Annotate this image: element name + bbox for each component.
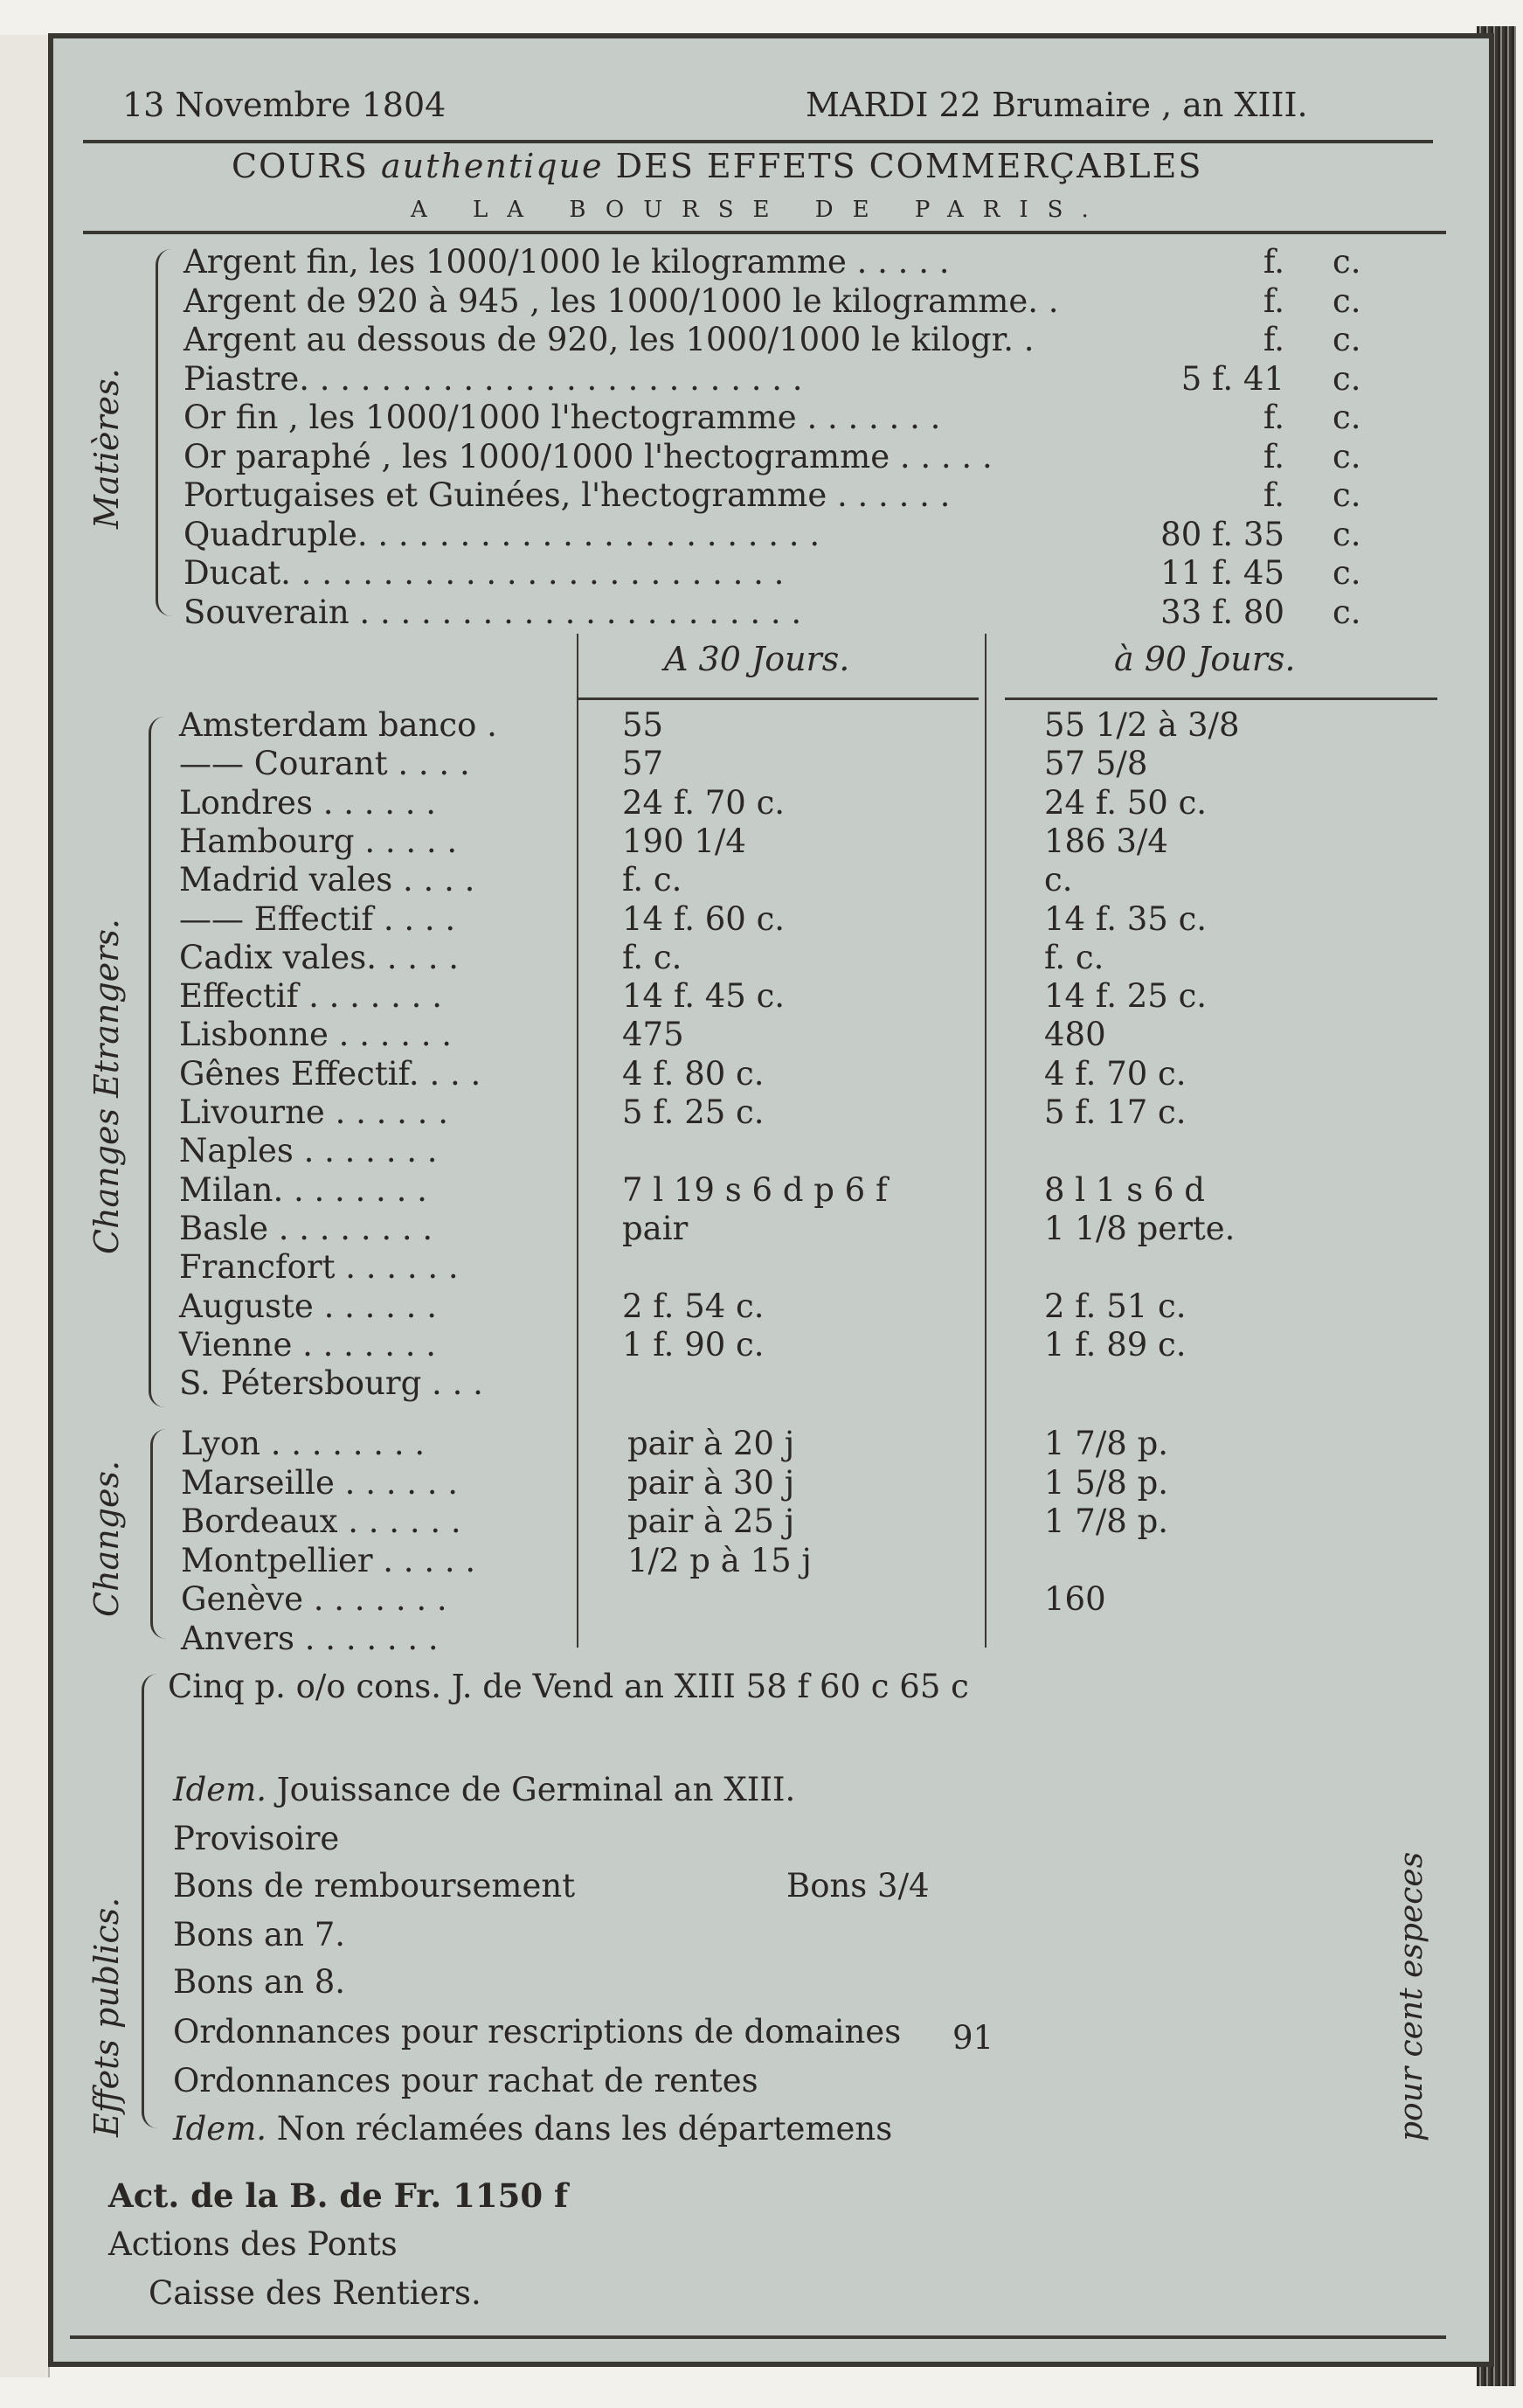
ordonnances-rescriptions-value: 91 [952, 2019, 994, 2057]
changes-etrangers-row-90-jours: 1 1/8 perte. [1044, 1209, 1236, 1247]
changes-brace [150, 1429, 172, 1639]
ordonnances-rachat: Ordonnances pour rachat de rentes [173, 2062, 758, 2099]
matieres-row-centimes: c. [1333, 476, 1361, 514]
matieres-row-name: Piastre. . . . . . . . . . . . . . . . . . . . . . . . . [183, 359, 803, 398]
header-date-right: MARDI 22 Brumaire , an XIII. [806, 86, 1308, 124]
idem-non-reclamees [173, 2110, 892, 2148]
title-pre: COURS [232, 147, 381, 185]
col-rule-left [577, 697, 979, 700]
changes-row-30-jours: pair à 20 j [627, 1425, 795, 1462]
matieres-row-centimes: c. [1333, 281, 1361, 320]
changes-etrangers-row-name: Livourne . . . . . . [179, 1093, 448, 1131]
changes-etrangers-row-90-jours: c. [1044, 861, 1073, 899]
actions-banque-france: Act. de la B. de Fr. 1150 f [108, 2176, 568, 2215]
idem-non-reclamees-text: Non réclamées dans les départemens [267, 2110, 893, 2148]
col-rule-right [1005, 697, 1437, 700]
changes-etrangers-row-name: Francfort . . . . . . [179, 1248, 459, 1287]
matieres-row-name: Or paraphé , les 1000/1000 l'hectogramme . . . . . [183, 437, 993, 475]
book-spine [0, 35, 50, 2377]
changes-row-name: Lyon . . . . . . . . [181, 1425, 426, 1462]
changes-etrangers-row-name: —— Effectif . . . . [179, 899, 456, 938]
changes-etrangers-row-90-jours: 5 f. 17 c. [1044, 1093, 1187, 1131]
matieres-row-francs: f. [1263, 321, 1284, 358]
bons-an-7: Bons an 7. [173, 1916, 345, 1953]
changes-etrangers-row-30-jours: f. c. [622, 938, 682, 976]
changes-etrangers-row-30-jours: 1 f. 90 c. [622, 1325, 765, 1364]
matieres-row-name: Ducat. . . . . . . . . . . . . . . . . . . . . . . . . [183, 554, 785, 592]
changes-etrangers-row-30-jours: 14 f. 60 c. [622, 899, 786, 938]
changes-etrangers-brace [149, 717, 170, 1407]
matieres-row-name: Quadruple. . . . . . . . . . . . . . . . . . . . . . . [183, 515, 820, 553]
bons-remboursement: Bons de remboursement [173, 1867, 576, 1905]
matieres-row-francs: 33 f. 80 [1160, 593, 1284, 631]
changes-row-30-jours: pair à 30 j [627, 1463, 795, 1502]
changes-etrangers-row-30-jours: 5 f. 25 c. [622, 1093, 765, 1131]
changes-row-name: Marseille . . . . . . [181, 1463, 459, 1502]
changes-etrangers-row-name: Cadix vales. . . . . [179, 938, 460, 976]
actions-des-ponts: Actions des Ponts [108, 2225, 398, 2263]
caisse-des-rentiers: Caisse des Rentiers. [149, 2274, 481, 2312]
matieres-row-francs: 5 f. 41 [1180, 359, 1284, 398]
changes-etrangers-row-name: S. Pétersbourg . . . [179, 1364, 483, 1403]
col-divider-right [985, 634, 986, 1648]
col-header-30-jours: A 30 Jours. [664, 640, 850, 678]
page-subtitle: A LA BOURSE DE PARIS. [411, 197, 1108, 223]
cinq-pour-cent: Cinq p. o/o cons. J. de Vend an XIII 58 f 60 c 65 c [168, 1668, 969, 1705]
title-italic: authentique [380, 147, 604, 185]
changes-etrangers-row-30-jours: 2 f. 54 c. [622, 1287, 765, 1325]
changes-etrangers-row-name: Milan. . . . . . . . [179, 1170, 427, 1209]
changes-label: Changes. [87, 1460, 126, 1617]
col-divider-left [577, 634, 578, 1648]
changes-etrangers-row-90-jours: 24 f. 50 c. [1044, 783, 1208, 822]
matieres-row-name: Or fin , les 1000/1000 l'hectogramme . . . . . . . [183, 399, 941, 436]
matieres-row-francs: 80 f. 35 [1160, 515, 1284, 553]
matieres-row-name: Argent au dessous de 920, les 1000/1000 le kilogr. . [183, 321, 1035, 358]
matieres-row-francs: f. [1263, 243, 1284, 281]
changes-etrangers-row-90-jours: 14 f. 35 c. [1044, 899, 1208, 938]
bons-an-8: Bons an 8. [173, 1963, 345, 2001]
changes-etrangers-row-name: Auguste . . . . . . [179, 1287, 437, 1325]
page-title [232, 147, 1202, 185]
matieres-row-centimes: c. [1333, 437, 1361, 475]
changes-etrangers-row-30-jours: pair [622, 1209, 689, 1247]
provisoire: Provisoire [173, 1820, 340, 1857]
matieres-row-francs: f. [1263, 399, 1284, 436]
changes-row-name: Bordeaux . . . . . . [181, 1502, 461, 1540]
idem-non-reclamees-label: Idem. [173, 2110, 267, 2148]
changes-etrangers-row-30-jours: 190 1/4 [622, 822, 746, 860]
matieres-row-centimes: c. [1333, 554, 1361, 592]
changes-row-name: Genève . . . . . . . [181, 1580, 447, 1618]
matieres-row-name: Argent de 920 à 945 , les 1000/1000 le kilogramme. . [183, 281, 1059, 320]
header-rule [83, 140, 1433, 143]
matieres-row-centimes: c. [1333, 399, 1361, 436]
col-header-90-jours: à 90 Jours. [1114, 640, 1296, 678]
changes-etrangers-row-name: Amsterdam banco . [179, 706, 497, 744]
title-rule [83, 231, 1446, 234]
matieres-row-francs: f. [1263, 476, 1284, 514]
matieres-row-name: Argent fin, les 1000/1000 le kilogramme . . . . . [183, 243, 950, 281]
matieres-row-centimes: c. [1333, 243, 1361, 281]
changes-etrangers-label: Changes Etrangers. [87, 919, 126, 1254]
changes-etrangers-row-name: —— Courant . . . . [179, 745, 470, 783]
matieres-row-francs: 11 f. 45 [1160, 554, 1284, 592]
changes-row-name: Montpellier . . . . . [181, 1541, 476, 1579]
matieres-row-centimes: c. [1333, 593, 1361, 631]
changes-etrangers-row-30-jours: 24 f. 70 c. [622, 783, 786, 822]
ordonnances-rescriptions: Ordonnances pour rescriptions de domaines [173, 2013, 902, 2051]
changes-row-90-jours: 160 [1044, 1580, 1106, 1618]
changes-etrangers-row-30-jours: 475 [622, 1016, 684, 1054]
changes-etrangers-row-90-jours: 8 l 1 s 6 d [1044, 1170, 1205, 1209]
changes-etrangers-row-90-jours: 55 1/2 à 3/8 [1044, 706, 1240, 744]
bons-remboursement-value: Bons 3/4 [786, 1867, 930, 1905]
changes-etrangers-row-90-jours: 1 f. 89 c. [1044, 1325, 1187, 1364]
matieres-row-centimes: c. [1333, 359, 1361, 398]
changes-etrangers-row-name: Effectif . . . . . . . [179, 977, 442, 1016]
changes-etrangers-row-name: Basle . . . . . . . . [179, 1209, 433, 1247]
changes-row-30-jours: pair à 25 j [627, 1502, 795, 1540]
changes-etrangers-row-name: Hambourg . . . . . [179, 822, 458, 860]
changes-row-30-jours: 1/2 p à 15 j [627, 1541, 812, 1579]
changes-etrangers-row-name: Lisbonne . . . . . . [179, 1016, 453, 1054]
matieres-row-name: Souverain . . . . . . . . . . . . . . . . . . . . . . [183, 593, 802, 631]
idem-jouissance-label: Idem. [173, 1771, 267, 1808]
changes-etrangers-row-30-jours: 57 [622, 745, 664, 783]
matieres-row-francs: f. [1263, 437, 1284, 475]
changes-etrangers-row-name: Madrid vales . . . . [179, 861, 475, 899]
changes-row-90-jours: 1 7/8 p. [1044, 1425, 1169, 1462]
matieres-label: Matières. [87, 368, 126, 529]
changes-row-90-jours: 1 7/8 p. [1044, 1502, 1169, 1540]
pour-cent-especes-label: pour cent especes [1394, 1851, 1430, 2141]
changes-etrangers-row-90-jours: 480 [1044, 1016, 1106, 1054]
changes-etrangers-row-name: Gênes Effectif. . . . [179, 1054, 481, 1093]
changes-etrangers-row-30-jours: 55 [622, 706, 664, 744]
idem-jouissance [173, 1771, 795, 1809]
changes-etrangers-row-90-jours: f. c. [1044, 938, 1104, 976]
matieres-brace [156, 249, 177, 616]
matieres-row-centimes: c. [1333, 321, 1361, 358]
bottom-rule [70, 2335, 1446, 2339]
title-post: DES EFFETS COMMERÇABLES [603, 147, 1203, 185]
changes-etrangers-row-90-jours: 186 3/4 [1044, 822, 1168, 860]
changes-etrangers-row-90-jours: 2 f. 51 c. [1044, 1287, 1187, 1325]
changes-etrangers-row-name: Naples . . . . . . . [179, 1132, 438, 1170]
effets-publics-label: Effets publics. [87, 1897, 126, 2137]
idem-jouissance-text: Jouissance de Germinal an XIII. [267, 1771, 796, 1808]
changes-row-90-jours: 1 5/8 p. [1044, 1463, 1169, 1502]
changes-etrangers-row-30-jours: 14 f. 45 c. [622, 977, 786, 1016]
changes-etrangers-row-name: Vienne . . . . . . . [179, 1325, 437, 1364]
changes-row-name: Anvers . . . . . . . [181, 1619, 439, 1657]
header-date-left: 13 Novembre 1804 [122, 86, 447, 124]
changes-etrangers-row-90-jours: 4 f. 70 c. [1044, 1054, 1187, 1093]
matieres-row-centimes: c. [1333, 515, 1361, 553]
matieres-row-francs: f. [1263, 281, 1284, 320]
changes-etrangers-row-name: Londres . . . . . . [179, 783, 437, 822]
changes-etrangers-row-30-jours: 4 f. 80 c. [622, 1054, 765, 1093]
changes-etrangers-row-90-jours: 57 5/8 [1044, 745, 1148, 783]
changes-etrangers-row-30-jours: f. c. [622, 861, 682, 899]
changes-etrangers-row-90-jours: 14 f. 25 c. [1044, 977, 1208, 1016]
changes-etrangers-row-30-jours: 7 l 19 s 6 d p 6 f [622, 1170, 888, 1209]
matieres-row-name: Portugaises et Guinées, l'hectogramme . . . . . . [183, 476, 951, 514]
effets-publics-brace [142, 1674, 163, 2128]
